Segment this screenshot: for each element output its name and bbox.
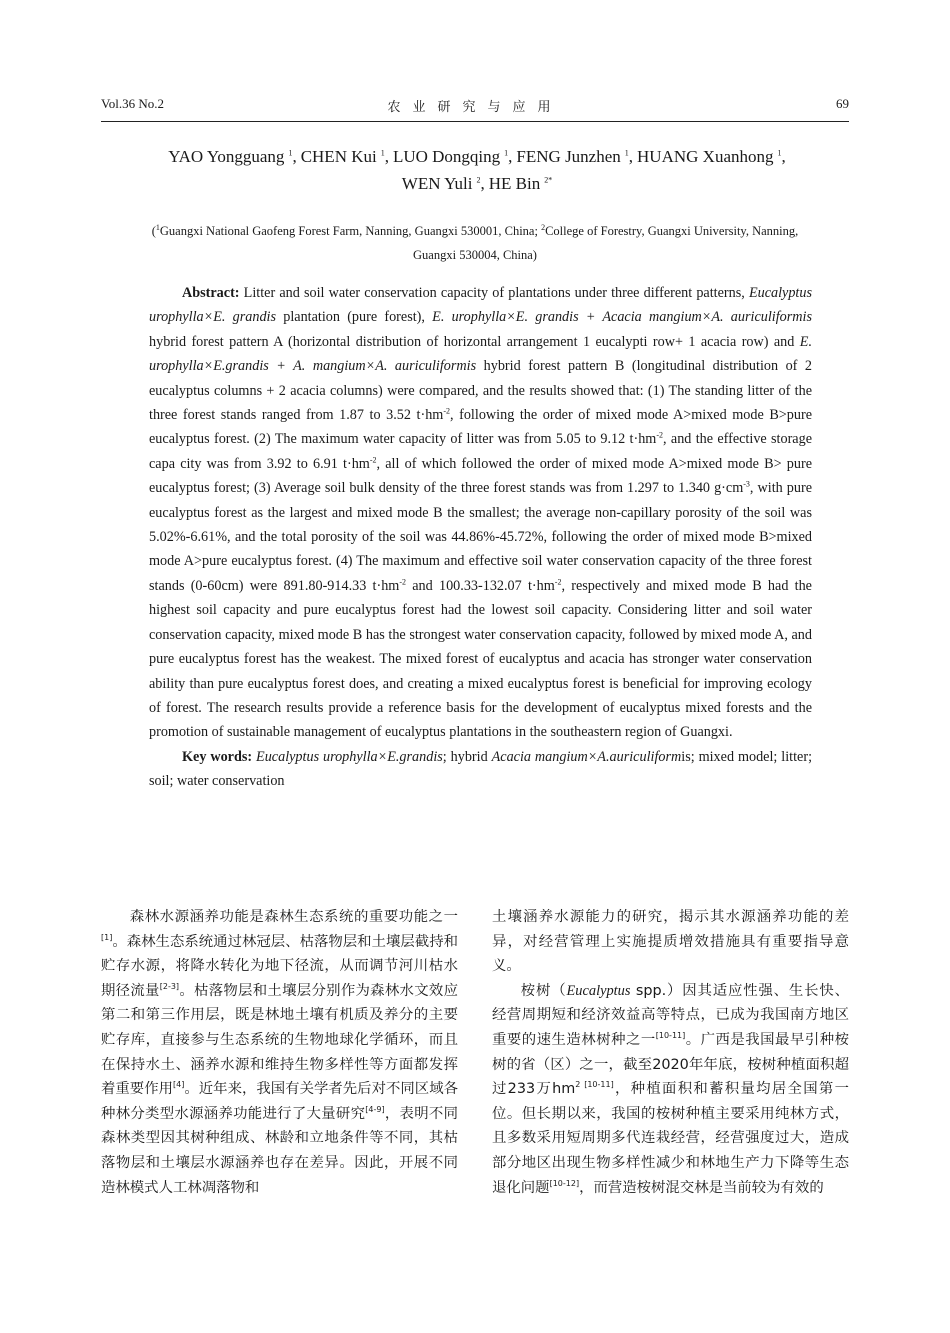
author-list: YAO Yongguang $^1$, CHEN Kui $^1$, LUO Dongqing $^1$, FENG Junzhen $^1$, HUANG Xuanhong $^1$, WEN Yuli $^2$, HE Bin $^{2*}$ [168,147,786,193]
author-name: YAO Yongguang [168,147,285,166]
body-paragraph: 森林水源涵养功能是森林生态系统的重要功能之一[1]。森林生态系统通过林冠层、枯落物层和土壤层截持和贮存水源，将降水转化为地下径流，从而调节河川枯水期径流量[2-3]。枯落物层和土壤层分别作为森林水文效应第二和第三作用层，既是林地土壤有机质及养分的主要贮存库，直接参与生态系统的生物地球化学循环，而且在保持水土、涵养水源和维持生物多样性等方面都发挥着重要作用[4]。近年来，我国有关学者先后对不同区域各种林分类型水源涵养功能进行了大量研究[4-9]，表明不同森林类型因其树种组成、林龄和立地条件等不同，其枯落物层和土壤层水源涵养也存在差异。因此，开展不同造林模式人工林凋落物和 [101,909,458,1196]
body-column-right [492,905,849,1200]
abstract [149,281,812,794]
page-number: 69 [836,96,849,111]
keywords: Key words: Eucalyptus urophylla×E.grandis; hybrid Acacia mangium×A.auriculiformis; mixed model; litter; soil; water conservation [149,748,813,790]
author-name: FENG Junzhen [516,147,621,166]
body-column-left [101,905,458,1200]
journal-name: 农业研究与应用 [387,100,563,115]
author-name: LUO Dongqing [392,147,501,166]
body-paragraph: 土壤涵养水源能力的研究，揭示其水源涵养功能的差异，对经营管理上实施提质增效措施具有重要指导意义。 [492,909,849,975]
header-rule [101,121,849,122]
author-name: WEN Yuli [401,174,473,193]
author-name: CHEN Kui [300,147,377,166]
affiliation: ($^1$Guangxi National Gaofeng Forest Farm, Nanning, Guangxi 530001, China; $^2$College of Forestry, Guangxi University, Nanning, Guangxi 530004, China) [151,222,799,262]
author-name: HUANG Xuanhong [637,147,774,166]
volume-issue: Vol.36 No.2 [101,96,164,111]
abstract-text: Abstract: Litter and soil water conservation capacity of plantations under three different patterns, Eucalyptus urophylla×E. grandis plantation (pure forest), E. urophylla×E. grandis + Acacia mangium×A. auriculiformis hybrid forest pattern A (horizontal distribution of horizontal arrangement 1 eucalypti row+ 1 acacia row) and E. urophylla×E.grandis + A. mangium×A. auriculiformis hybrid forest pattern B (longitudinal distribution of 2 eucalyptus columns + 2 acacia columns) were compared, and the results showed that: (1) The standing litter of the three forest stands ranged from 1.87 to 3.52 $t\cdot hm^{-2}$, following the order of mixed mode A>mixed mode B>pure eucalyptus forest. (2) The maximum water capacity of litter was from 5.05 to 9.12 $t\cdot hm^{-2}$, and the effective storage capa city was from 3.92 to 6.91 $t\cdot hm^{-2}$, all of which followed the order of mixed mode A>mixed mode B> pure eucalyptus forest; (3) Average soil bulk density of the three forest stands was from 1.297 to 1.340 $g\cdot cm^{-3}$, with pure eucalyptus forest as the largest and mixed mode B the smallest; the average non-capillary porosity of the soil was 5.02%-6.61%, and the total porosity of the soil was 44.86%-45.72%, following the order of mixed mode B>mixed mode A>pure eucalyptus forest. (4) The maximum and effective soil water conservation capacity of the three forest stands (0-60cm) were 891.80-914.33 $t\cdot hm^{-2}$ and 100.33-132.07 $t\cdot hm^{-2}$, respectively and mixed mode B had the highest soil capacity and pure eucalyptus forest had the lowest soil capacity. Considering litter and soil water conservation capacity, mixed mode B has the strongest water conservation capacity, followed by mixed mode A, and pure eucalyptus forest has the weakest. The mixed forest of eucalyptus and acacia has stronger water conservation ability than pure eucalyptus forest does, and creating a mixed eucalyptus forest is beneficial for improving ecology of forest. The research results provide a reference basis for the development of eucalyptus mixed forests and the promotion of sustainable management of eucalyptus plantations in the southeastern region of Guangxi. [149,285,813,741]
author-name: HE Bin [488,174,541,193]
running-header [101,96,849,116]
body-paragraph: 桉树（Eucalyptus spp.）因其适应性强、生长快、经营周期短和经济效益高等特点，已成为我国南方地区重要的速生造林树种之一[10-11]。广西是我国最早引种桉树的省（区）之一，截至2020年年底，桉树种植面积超过233万$hm^{2 [10-11]}$，种植面积和蓄积量均居全国第一位。但长期以来，我国的桉树种植主要采用纯林方式，且多数采用短周期多代连栽经营，经营强度过大，造成部分地区出现生物多样性减少和林地生产力下降等生态退化问题[10-12]，而营造桉树混交林是当前较为有效的 [492,982,849,1196]
